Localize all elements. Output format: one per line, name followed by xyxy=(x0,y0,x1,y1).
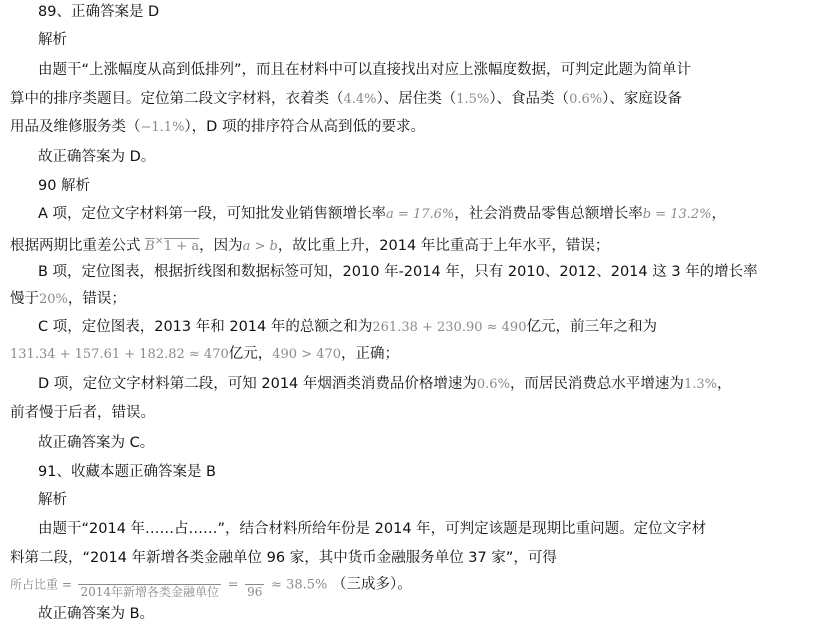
formula: 0.6% xyxy=(569,92,603,107)
q91-answer: 故正确答案为 B。 xyxy=(38,606,155,622)
q89-paragraph-line3: 用品及维修服务类（−1.1%），D 项的排序符合从高到低的要求。 xyxy=(10,119,425,135)
q90-option-d-line1: D 项，定位文字材料第二段，可知 2014 年烟酒类消费品价格增速为0.6%，而居民消费总水平增速为1.3%， xyxy=(38,376,732,392)
formula: 0.6% xyxy=(476,377,510,392)
formula: 1.3% xyxy=(683,377,717,392)
formula: b = 13.2% xyxy=(642,207,712,222)
q89-answer: 故正确答案为 D。 xyxy=(38,149,156,165)
formula: 490 > 470 xyxy=(272,347,342,362)
q90-answer: 故正确答案为 C。 xyxy=(38,435,155,451)
q90-option-c-line2: 131.34 + 157.61 + 182.82 ≈ 470亿元，490 > 470，正确； xyxy=(10,346,400,362)
formula: a > b xyxy=(242,239,278,254)
q90-option-b-line2: 慢于20%，错误； xyxy=(10,291,126,307)
formula: 131.34 + 157.61 + 182.82 ≈ 470 xyxy=(10,347,229,362)
q89-title: 89、正确答案是 D xyxy=(38,4,160,20)
q90-title: 90 解析 xyxy=(38,178,91,194)
formula: a = 17.6% xyxy=(386,207,455,222)
formula: 1.5% xyxy=(456,92,490,107)
q90-option-d-line2: 前者慢于后者，错误。 xyxy=(10,405,155,421)
analysis-label: 解析 xyxy=(38,32,67,48)
q89-paragraph-line2: 算中的排序类题目。定位第二段文字材料，衣着类（4.4%）、居住类（1.5%）、食品类（0.6%）、家庭设备 xyxy=(10,91,682,107)
q91-title: 91、收藏本题正确答案是 B xyxy=(38,464,217,480)
formula: 1 + a xyxy=(163,239,200,254)
analysis-label: 解析 xyxy=(38,492,67,508)
q90-option-b-line1: B 项，定位图表，根据折线图和数据标签可知，2010 年-2014 年，只有 2010、2012、2014 这 3 年的增长率 xyxy=(38,264,758,280)
q91-paragraph-line2: 料第二段，“2014 年新增各类金融单位 96 家，其中货币金融服务单位 37 家”，可得 xyxy=(10,550,557,566)
q90-option-a-line1: A 项，定位文字材料第一段，可知批发业销售额增长率a = 17.6%，社会消费品零售总额增长率b = 13.2%， xyxy=(38,206,727,222)
formula: 4.4% xyxy=(343,92,377,107)
q90-option-a-line2: 根据两期比重差公式 $\overline{B}^\times 1 + a$，因为a > b，故比重上升，2014 年比重高于上年水平，错误； xyxy=(10,234,610,254)
fraction: 2014年新增各类金融单位 xyxy=(78,570,221,599)
q90-option-c-line1: C 项，定位图表，2013 年和 2014 年的总额之和为261.38 + 230.90 ≈ 490亿元，前三年之和为 xyxy=(38,319,657,335)
q89-paragraph-line1: 由题干“上涨幅度从高到低排列”，而且在材料中可以直接找出对应上涨幅度数据，可判定此题为简单计 xyxy=(38,62,692,78)
formula: 所占比重 = xyxy=(10,577,72,592)
formula: −1.1% xyxy=(140,120,185,135)
formula: ≈ 38.5% xyxy=(271,577,328,593)
fraction: 96 xyxy=(245,570,264,599)
q91-paragraph-line1: 由题干“2014 年……占……”，结合材料所给年份是 2014 年，可判定该题是现期比重问题。定位文字材 xyxy=(38,521,707,537)
formula: $\overline{B}$ xyxy=(145,239,155,254)
q91-paragraph-line3: 所占比重 = 2014年新增各类金融单位 = 96 ≈ 38.5% （三成多）。 xyxy=(10,570,809,600)
formula: 20% xyxy=(39,292,68,307)
formula: 261.38 + 230.90 ≈ 490 xyxy=(372,320,527,335)
